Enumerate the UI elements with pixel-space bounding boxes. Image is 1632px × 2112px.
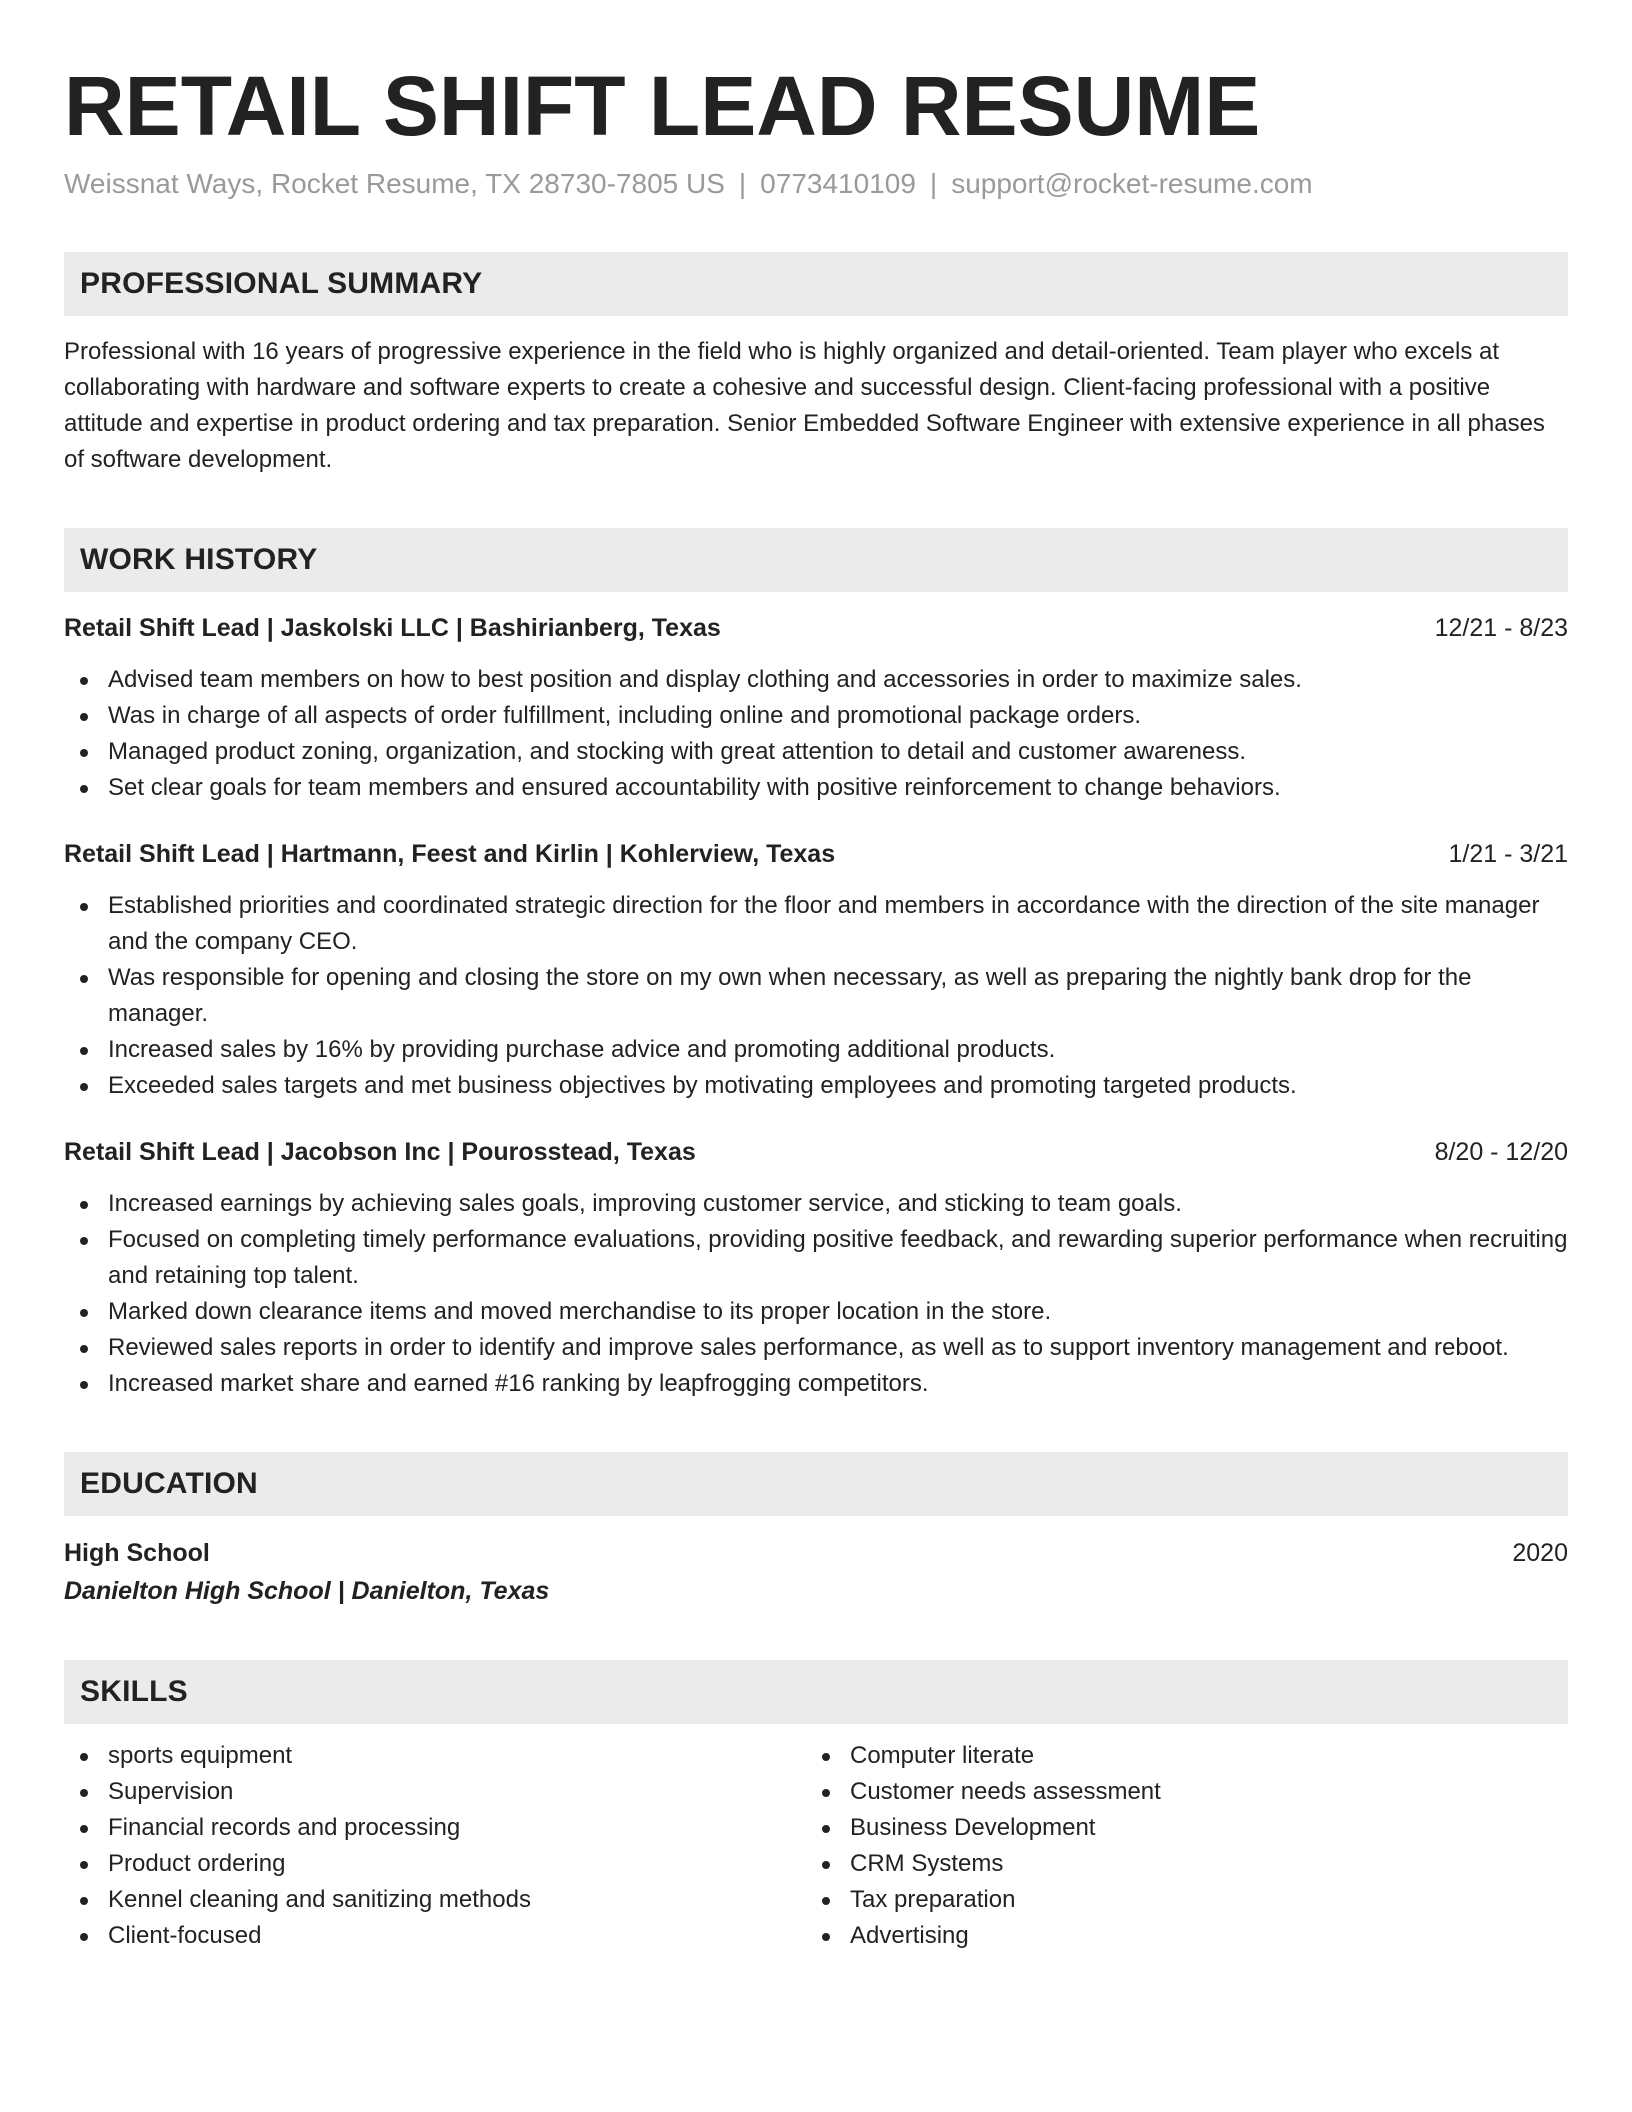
- skills-column-left: [64, 1738, 806, 1954]
- skill-item: Financial records and processing: [64, 1810, 806, 1846]
- contact-separator: |: [929, 168, 938, 199]
- job-bullet: Marked down clearance items and moved merchandise to its proper location in the store.: [64, 1294, 1568, 1330]
- job-bullets: [64, 1186, 1568, 1402]
- job-bullet: Exceeded sales targets and met business objectives by motivating employees and promoting targeted products.: [64, 1068, 1568, 1104]
- summary-heading: PROFESSIONAL SUMMARY: [80, 267, 483, 300]
- resume-page: [64, 56, 1568, 1954]
- skill-item: Supervision: [64, 1774, 806, 1810]
- skill-item: Kennel cleaning and sanitizing methods: [64, 1882, 806, 1918]
- job-header: [64, 1134, 1568, 1170]
- skill-item: sports equipment: [64, 1738, 806, 1774]
- education-section-header: [64, 1452, 1568, 1516]
- skill-item: CRM Systems: [806, 1846, 1548, 1882]
- skill-item: Product ordering: [64, 1846, 806, 1882]
- job-bullet: Was in charge of all aspects of order fulfillment, including online and promotional package orders.: [64, 698, 1568, 734]
- job-bullet: Increased market share and earned #16 ranking by leapfrogging competitors.: [64, 1366, 1568, 1402]
- skill-item: Business Development: [806, 1810, 1548, 1846]
- contact-phone: 0773410109: [760, 168, 916, 199]
- job-title: Retail Shift Lead | Jaskolski LLC | Bashirianberg, Texas: [64, 614, 721, 642]
- job-bullet: Managed product zoning, organization, and stocking with great attention to detail and customer awareness.: [64, 734, 1568, 770]
- job-bullet: Reviewed sales reports in order to identify and improve sales performance, as well as to support inventory management and reboot.: [64, 1330, 1568, 1366]
- job-bullet: Was responsible for opening and closing the store on my own when necessary, as well as preparing the nightly bank drop for the manager.: [64, 960, 1568, 1032]
- job-bullets: [64, 662, 1568, 806]
- skill-item: Advertising: [806, 1918, 1548, 1954]
- job-entry: [64, 1134, 1568, 1402]
- job-dates: 8/20 - 12/20: [1434, 1138, 1568, 1166]
- skill-item: Customer needs assessment: [806, 1774, 1548, 1810]
- skill-item: Client-focused: [64, 1918, 806, 1954]
- education-entry: [64, 1534, 1568, 1610]
- job-dates: 1/21 - 3/21: [1448, 840, 1568, 868]
- contact-email: support@rocket-resume.com: [951, 168, 1313, 199]
- summary-section-header: [64, 252, 1568, 316]
- job-bullets: [64, 888, 1568, 1104]
- job-header: [64, 610, 1568, 646]
- job-title: Retail Shift Lead | Jacobson Inc | Pourosstead, Texas: [64, 1138, 696, 1166]
- job-bullet: Established priorities and coordinated strategic direction for the floor and members in accordance with the direction of the site manager and the company CEO.: [64, 888, 1568, 960]
- education-degree: High School: [64, 1539, 210, 1567]
- summary-text: Professional with 16 years of progressive experience in the field who is highly organized and detail-oriented. Team player who excels at collaborating with hardware and software experts to create a cohesive and successful design. Client-facing professional with a positive attitude and expertise in product ordering and tax preparation. Senior Embedded Software Engineer with extensive experience in all phases of software development.: [64, 338, 1545, 473]
- work-section-header: [64, 528, 1568, 592]
- job-bullet: Focused on completing timely performance evaluations, providing positive feedback, and rewarding superior performance when recruiting and retaining top talent.: [64, 1222, 1568, 1294]
- job-header: [64, 836, 1568, 872]
- education-year: 2020: [1512, 1539, 1568, 1567]
- job-entry: [64, 610, 1568, 806]
- resume-title: RETAIL SHIFT LEAD RESUME: [64, 59, 1261, 153]
- job-bullet: Increased sales by 16% by providing purchase advice and promoting additional products.: [64, 1032, 1568, 1068]
- skills-heading: SKILLS: [80, 1675, 188, 1708]
- job-bullet: Advised team members on how to best position and display clothing and accessories in order to maximize sales.: [64, 662, 1568, 698]
- job-dates: 12/21 - 8/23: [1434, 614, 1568, 642]
- contact-separator: |: [738, 168, 747, 199]
- skills-column-right: [806, 1738, 1548, 1954]
- contact-address: Weissnat Ways, Rocket Resume, TX 28730-7805 US: [64, 168, 725, 199]
- job-bullet: Set clear goals for team members and ensured accountability with positive reinforcement to change behaviors.: [64, 770, 1568, 806]
- job-title: Retail Shift Lead | Hartmann, Feest and Kirlin | Kohlerview, Texas: [64, 840, 836, 868]
- skill-item: Tax preparation: [806, 1882, 1548, 1918]
- education-school: Danielton High School | Danielton, Texas: [64, 1577, 550, 1605]
- education-header: [64, 1534, 1568, 1572]
- skill-item: Computer literate: [806, 1738, 1548, 1774]
- skills-section-header: [64, 1660, 1568, 1724]
- job-bullet: Increased earnings by achieving sales goals, improving customer service, and sticking to team goals.: [64, 1186, 1568, 1222]
- contact-line: [64, 166, 1568, 202]
- skills-list: [64, 1738, 1568, 1954]
- education-heading: EDUCATION: [80, 1467, 258, 1500]
- work-heading: WORK HISTORY: [80, 543, 318, 576]
- job-entry: [64, 836, 1568, 1104]
